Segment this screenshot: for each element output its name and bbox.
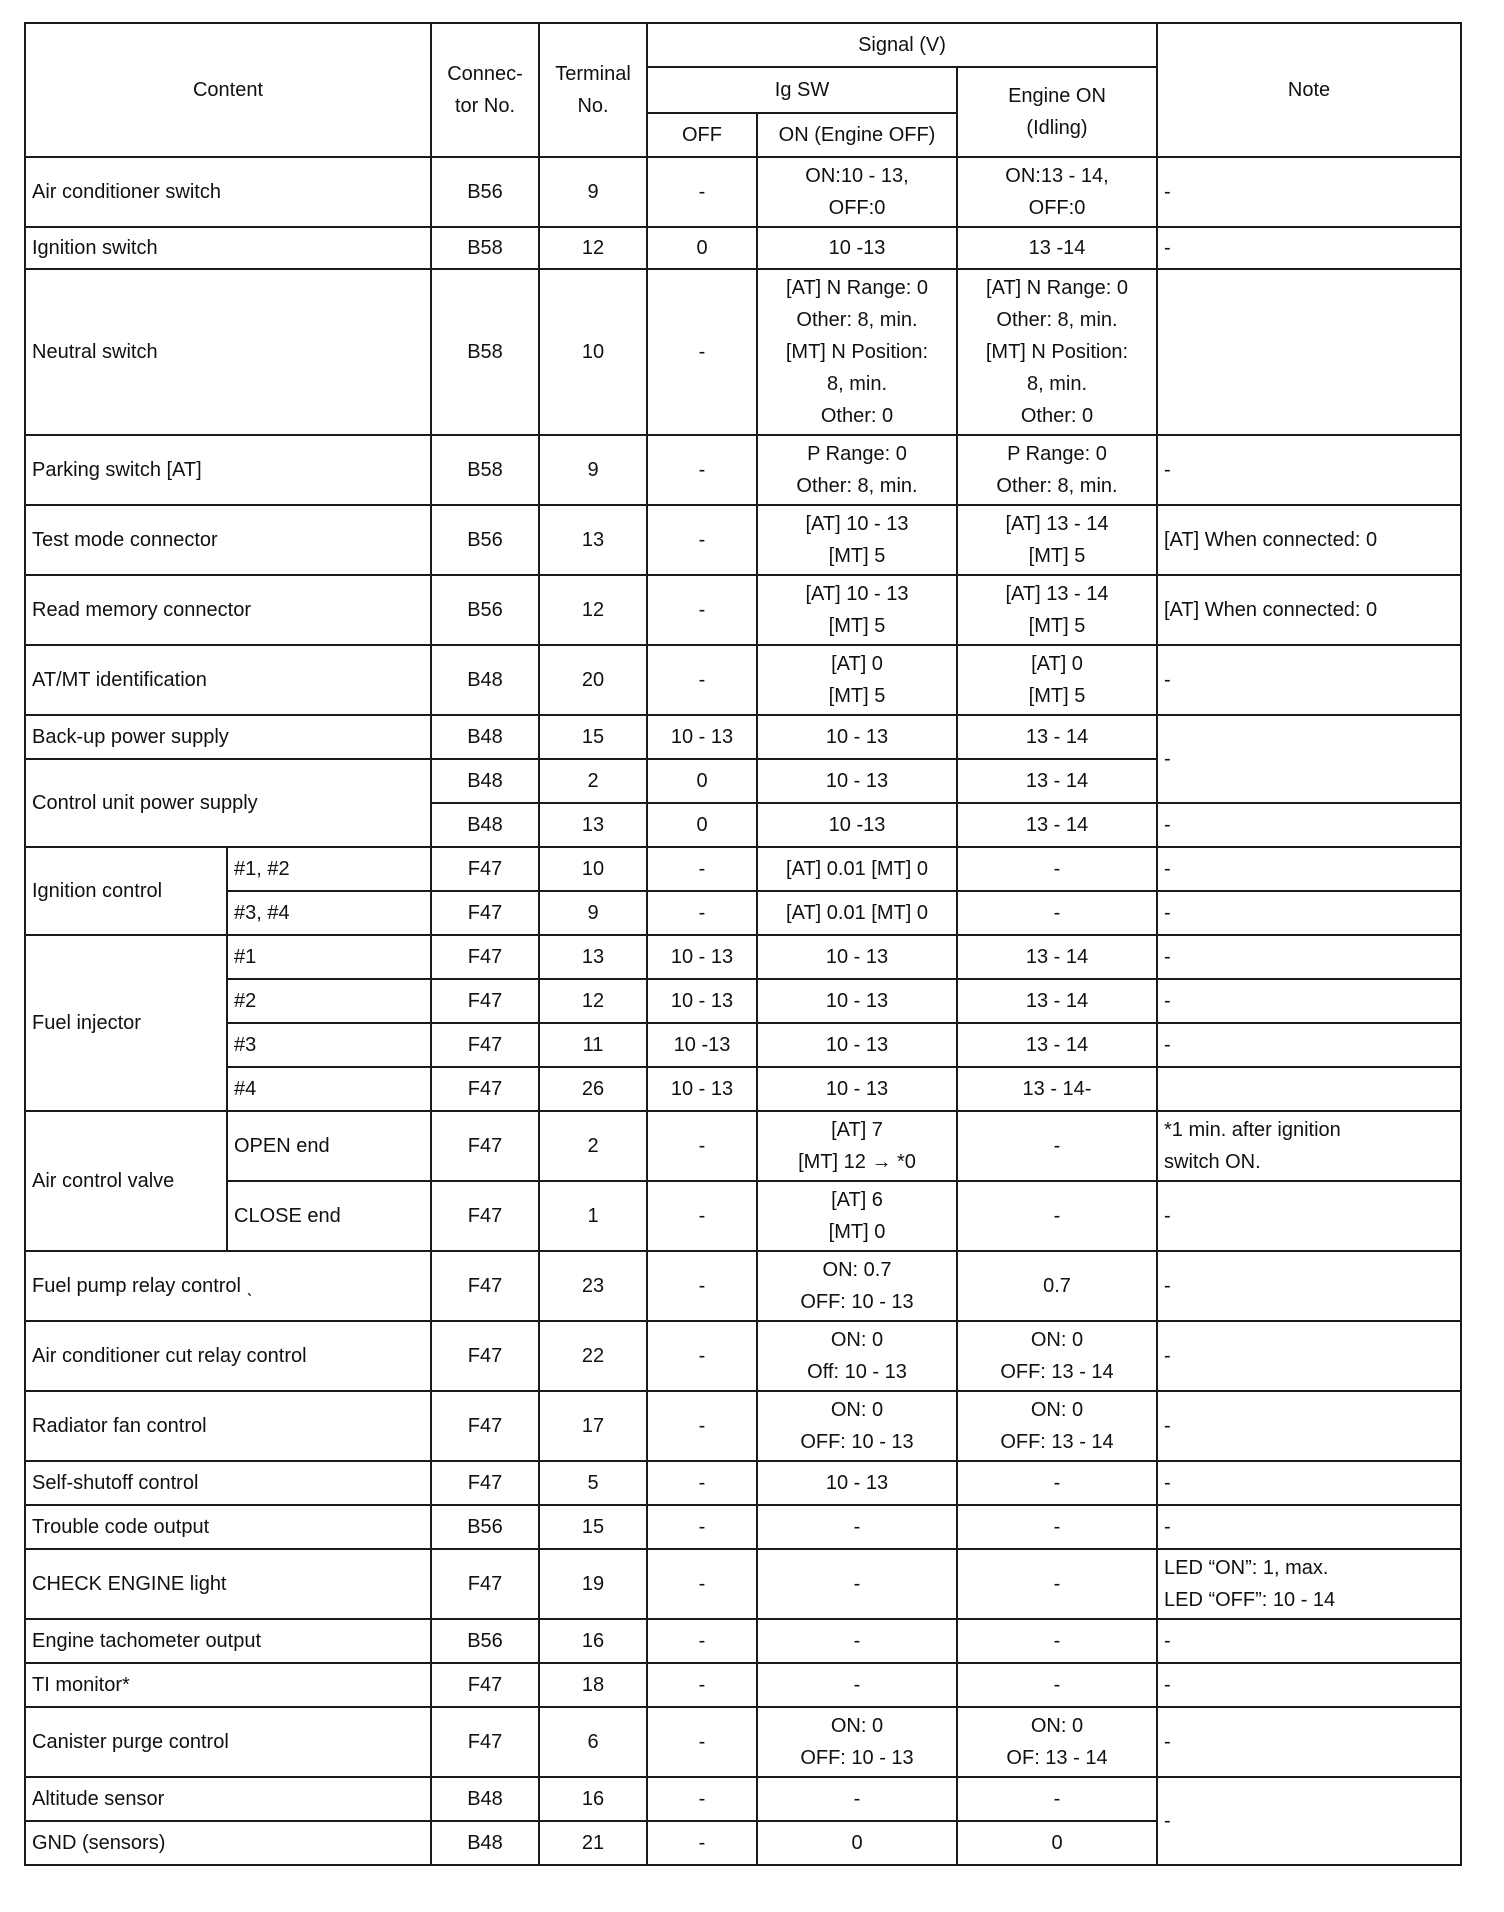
table-row xyxy=(25,1181,1461,1251)
terminal-cell: 18 xyxy=(539,1663,647,1707)
connector-header: Connec- tor No. xyxy=(431,23,539,157)
connector-cell: B56 xyxy=(431,505,539,575)
connector-cell: F47 xyxy=(431,891,539,935)
content-cell: Air conditioner cut relay control xyxy=(25,1321,431,1391)
note-cell: - xyxy=(1157,1321,1461,1391)
signal-header: Signal (V) xyxy=(647,23,1157,67)
terminal-cell: 12 xyxy=(539,575,647,645)
content-cell: Self-shutoff control xyxy=(25,1461,431,1505)
note-cell: - xyxy=(1157,1663,1461,1707)
engine-on-value: ON: 0 OF: 13 - 14 xyxy=(957,1707,1157,1777)
off-value: - xyxy=(647,847,757,891)
sub-content-cell: #3 xyxy=(227,1023,431,1067)
on-value: 10 - 13 xyxy=(757,1461,957,1505)
note-cell: - xyxy=(1157,1023,1461,1067)
note-cell: - xyxy=(1157,935,1461,979)
note-cell: - xyxy=(1157,227,1461,269)
terminal-cell: 13 xyxy=(539,505,647,575)
engine-on-value: - xyxy=(957,1505,1157,1549)
sub-content-cell: OPEN end xyxy=(227,1111,431,1181)
note-cell: - xyxy=(1157,891,1461,935)
terminal-cell: 23 xyxy=(539,1251,647,1321)
off-value: - xyxy=(647,1663,757,1707)
content-cell: CHECK ENGINE light xyxy=(25,1549,431,1619)
note-cell: - xyxy=(1157,1619,1461,1663)
content-cell: Trouble code output xyxy=(25,1505,431,1549)
connector-cell: B56 xyxy=(431,1619,539,1663)
engine-on-value: [AT] N Range: 0 Other: 8, min. [MT] N Position: 8, min. Other: 0 xyxy=(957,269,1157,435)
terminal-cell: 10 xyxy=(539,847,647,891)
on-value: 10 - 13 xyxy=(757,715,957,759)
off-value: - xyxy=(647,1777,757,1821)
connector-cell: B48 xyxy=(431,759,539,803)
connector-cell: F47 xyxy=(431,935,539,979)
off-value: - xyxy=(647,1821,757,1865)
off-value: - xyxy=(647,1391,757,1461)
content-cell: Ignition control xyxy=(25,847,227,935)
off-value: 10 -13 xyxy=(647,1023,757,1067)
content-cell: Altitude sensor xyxy=(25,1777,431,1821)
on-value: - xyxy=(757,1777,957,1821)
connector-cell: B58 xyxy=(431,269,539,435)
table-row xyxy=(25,505,1461,575)
note-cell xyxy=(1157,1067,1461,1111)
off-value: - xyxy=(647,1111,757,1181)
off-value: 10 - 13 xyxy=(647,715,757,759)
terminal-cell: 11 xyxy=(539,1023,647,1067)
on-value: 10 - 13 xyxy=(757,1023,957,1067)
off-value: - xyxy=(647,1549,757,1619)
on-value: [AT] 0.01 [MT] 0 xyxy=(757,847,957,891)
content-cell: Read memory connector xyxy=(25,575,431,645)
table-row xyxy=(25,847,1461,891)
engine-on-value: P Range: 0 Other: 8, min. xyxy=(957,435,1157,505)
table-row xyxy=(25,1067,1461,1111)
table-row xyxy=(25,1391,1461,1461)
terminal-cell: 15 xyxy=(539,715,647,759)
content-cell: Parking switch [AT] xyxy=(25,435,431,505)
engine-on-value: 0.7 xyxy=(957,1251,1157,1321)
engine-on-value: - xyxy=(957,1549,1157,1619)
off-value: 0 xyxy=(647,803,757,847)
signal-table xyxy=(24,22,1462,1866)
content-cell: Engine tachometer output xyxy=(25,1619,431,1663)
table-row xyxy=(25,227,1461,269)
off-value: - xyxy=(647,1461,757,1505)
content-cell: Fuel injector xyxy=(25,935,227,1111)
note-cell: - xyxy=(1157,715,1461,803)
engine-on-value: 13 - 14 xyxy=(957,935,1157,979)
terminal-cell: 20 xyxy=(539,645,647,715)
connector-cell: F47 xyxy=(431,847,539,891)
table-row xyxy=(25,1461,1461,1505)
off-value: - xyxy=(647,435,757,505)
on-value: [AT] N Range: 0 Other: 8, min. [MT] N Position: 8, min. Other: 0 xyxy=(757,269,957,435)
off-value: 0 xyxy=(647,759,757,803)
connector-cell: F47 xyxy=(431,1181,539,1251)
note-cell: - xyxy=(1157,1251,1461,1321)
connector-cell: F47 xyxy=(431,1023,539,1067)
on-value: 10 - 13 xyxy=(757,1067,957,1111)
on-value: ON: 0 Off: 10 - 13 xyxy=(757,1321,957,1391)
on-value: [AT] 6 [MT] 0 xyxy=(757,1181,957,1251)
on-value: [AT] 0 [MT] 5 xyxy=(757,645,957,715)
content-cell: Air control valve xyxy=(25,1111,227,1251)
content-cell: TI monitor* xyxy=(25,1663,431,1707)
terminal-cell: 9 xyxy=(539,891,647,935)
off-value: - xyxy=(647,1505,757,1549)
terminal-cell: 21 xyxy=(539,1821,647,1865)
table-row xyxy=(25,1663,1461,1707)
table-row xyxy=(25,575,1461,645)
content-cell: Control unit power supply xyxy=(25,759,431,847)
terminal-cell: 13 xyxy=(539,803,647,847)
connector-cell: F47 xyxy=(431,1549,539,1619)
engine-on-value: 13 - 14 xyxy=(957,979,1157,1023)
off-value: - xyxy=(647,157,757,227)
off-value: - xyxy=(647,1619,757,1663)
off-value: - xyxy=(647,1707,757,1777)
note-cell: - xyxy=(1157,157,1461,227)
on-value: [AT] 7 [MT] 12 → *0 xyxy=(757,1111,957,1181)
note-cell: - xyxy=(1157,1707,1461,1777)
engine-on-header: Engine ON (Idling) xyxy=(957,67,1157,157)
terminal-header: Terminal No. xyxy=(539,23,647,157)
table-body xyxy=(25,23,1461,1865)
connector-cell: F47 xyxy=(431,1663,539,1707)
note-cell: - xyxy=(1157,1777,1461,1865)
off-value: - xyxy=(647,1251,757,1321)
terminal-cell: 1 xyxy=(539,1181,647,1251)
terminal-cell: 19 xyxy=(539,1549,647,1619)
table-row xyxy=(25,935,1461,979)
content-header: Content xyxy=(25,23,431,157)
table-row xyxy=(25,1707,1461,1777)
on-value: - xyxy=(757,1505,957,1549)
sub-content-cell: #1, #2 xyxy=(227,847,431,891)
signal-table-sheet xyxy=(24,22,1460,1866)
engine-on-value: - xyxy=(957,1777,1157,1821)
table-row xyxy=(25,1251,1461,1321)
connector-cell: B48 xyxy=(431,715,539,759)
engine-on-value: - xyxy=(957,1619,1157,1663)
connector-cell: F47 xyxy=(431,1321,539,1391)
engine-on-value: - xyxy=(957,1663,1157,1707)
table-row xyxy=(25,1321,1461,1391)
note-cell: - xyxy=(1157,979,1461,1023)
content-cell: Air conditioner switch xyxy=(25,157,431,227)
engine-on-value: 13 - 14- xyxy=(957,1067,1157,1111)
on-engine-off-header: ON (Engine OFF) xyxy=(757,113,957,157)
note-cell: [AT] When connected: 0 xyxy=(1157,505,1461,575)
connector-cell: F47 xyxy=(431,1707,539,1777)
content-cell: Back-up power supply xyxy=(25,715,431,759)
engine-on-value: - xyxy=(957,847,1157,891)
terminal-cell: 9 xyxy=(539,435,647,505)
off-value: - xyxy=(647,1181,757,1251)
terminal-cell: 6 xyxy=(539,1707,647,1777)
connector-cell: F47 xyxy=(431,1461,539,1505)
connector-cell: B58 xyxy=(431,227,539,269)
table-row xyxy=(25,269,1461,435)
engine-on-value: 13 - 14 xyxy=(957,715,1157,759)
terminal-cell: 10 xyxy=(539,269,647,435)
sub-content-cell: CLOSE end xyxy=(227,1181,431,1251)
content-cell: Test mode connector xyxy=(25,505,431,575)
note-cell: - xyxy=(1157,435,1461,505)
connector-cell: B48 xyxy=(431,645,539,715)
connector-cell: B56 xyxy=(431,157,539,227)
engine-on-value: ON:13 - 14, OFF:0 xyxy=(957,157,1157,227)
engine-on-value: - xyxy=(957,1111,1157,1181)
terminal-cell: 15 xyxy=(539,1505,647,1549)
note-cell: LED “ON”: 1, max. LED “OFF”: 10 - 14 xyxy=(1157,1549,1461,1619)
on-value: 10 - 13 xyxy=(757,979,957,1023)
terminal-cell: 16 xyxy=(539,1777,647,1821)
connector-cell: B56 xyxy=(431,575,539,645)
terminal-cell: 16 xyxy=(539,1619,647,1663)
content-cell: AT/MT identification xyxy=(25,645,431,715)
content-cell: Canister purge control xyxy=(25,1707,431,1777)
connector-cell: F47 xyxy=(431,1251,539,1321)
on-value: [AT] 0.01 [MT] 0 xyxy=(757,891,957,935)
engine-on-value: 13 - 14 xyxy=(957,759,1157,803)
engine-on-value: ON: 0 OFF: 13 - 14 xyxy=(957,1391,1157,1461)
terminal-cell: 22 xyxy=(539,1321,647,1391)
table-row xyxy=(25,715,1461,759)
connector-cell: B48 xyxy=(431,1821,539,1865)
table-row xyxy=(25,157,1461,227)
terminal-cell: 9 xyxy=(539,157,647,227)
on-value: [AT] 10 - 13 [MT] 5 xyxy=(757,575,957,645)
off-value: - xyxy=(647,575,757,645)
on-value: ON: 0 OFF: 10 - 13 xyxy=(757,1391,957,1461)
engine-on-value: 13 -14 xyxy=(957,227,1157,269)
note-header: Note xyxy=(1157,23,1461,157)
note-cell: - xyxy=(1157,847,1461,891)
terminal-cell: 26 xyxy=(539,1067,647,1111)
note-cell: - xyxy=(1157,1461,1461,1505)
connector-cell: B58 xyxy=(431,435,539,505)
terminal-cell: 12 xyxy=(539,979,647,1023)
off-value: 0 xyxy=(647,227,757,269)
terminal-cell: 17 xyxy=(539,1391,647,1461)
content-cell: GND (sensors) xyxy=(25,1821,431,1865)
sub-content-cell: #3, #4 xyxy=(227,891,431,935)
on-value: 10 -13 xyxy=(757,227,957,269)
connector-cell: F47 xyxy=(431,1391,539,1461)
table-row xyxy=(25,1023,1461,1067)
on-value: ON:10 - 13, OFF:0 xyxy=(757,157,957,227)
table-row xyxy=(25,1505,1461,1549)
terminal-cell: 2 xyxy=(539,759,647,803)
on-value: - xyxy=(757,1663,957,1707)
terminal-cell: 2 xyxy=(539,1111,647,1181)
on-value: 10 -13 xyxy=(757,803,957,847)
engine-on-value: - xyxy=(957,1181,1157,1251)
engine-on-value: 0 xyxy=(957,1821,1157,1865)
off-value: - xyxy=(647,505,757,575)
table-row xyxy=(25,979,1461,1023)
table-row xyxy=(25,891,1461,935)
table-row xyxy=(25,1619,1461,1663)
engine-on-value: 13 - 14 xyxy=(957,1023,1157,1067)
table-row xyxy=(25,1777,1461,1821)
sub-content-cell: #2 xyxy=(227,979,431,1023)
terminal-cell: 12 xyxy=(539,227,647,269)
engine-on-value: - xyxy=(957,1461,1157,1505)
on-value: 0 xyxy=(757,1821,957,1865)
engine-on-value: [AT] 13 - 14 [MT] 5 xyxy=(957,575,1157,645)
off-header: OFF xyxy=(647,113,757,157)
note-cell: - xyxy=(1157,803,1461,847)
content-cell: Neutral switch xyxy=(25,269,431,435)
engine-on-value: ON: 0 OFF: 13 - 14 xyxy=(957,1321,1157,1391)
off-value: - xyxy=(647,269,757,435)
off-value: - xyxy=(647,1321,757,1391)
off-value: 10 - 13 xyxy=(647,979,757,1023)
content-cell: Radiator fan control xyxy=(25,1391,431,1461)
table-row xyxy=(25,1549,1461,1619)
note-cell: *1 min. after ignition switch ON. xyxy=(1157,1111,1461,1181)
connector-cell: F47 xyxy=(431,979,539,1023)
engine-on-value: 13 - 14 xyxy=(957,803,1157,847)
connector-cell: F47 xyxy=(431,1067,539,1111)
engine-on-value: [AT] 0 [MT] 5 xyxy=(957,645,1157,715)
note-cell: [AT] When connected: 0 xyxy=(1157,575,1461,645)
terminal-cell: 5 xyxy=(539,1461,647,1505)
table-row xyxy=(25,435,1461,505)
off-value: - xyxy=(647,891,757,935)
ig-sw-header: Ig SW xyxy=(647,67,957,113)
sub-content-cell: #1 xyxy=(227,935,431,979)
on-value: - xyxy=(757,1549,957,1619)
engine-on-value: [AT] 13 - 14 [MT] 5 xyxy=(957,505,1157,575)
connector-cell: B48 xyxy=(431,803,539,847)
off-value: - xyxy=(647,645,757,715)
note-cell: - xyxy=(1157,1391,1461,1461)
off-value: 10 - 13 xyxy=(647,1067,757,1111)
on-value: - xyxy=(757,1619,957,1663)
note-cell xyxy=(1157,269,1461,435)
connector-cell: F47 xyxy=(431,1111,539,1181)
connector-cell: B48 xyxy=(431,1777,539,1821)
note-cell: - xyxy=(1157,645,1461,715)
content-cell: Fuel pump relay control ˎ xyxy=(25,1251,431,1321)
table-row xyxy=(25,645,1461,715)
engine-on-value: - xyxy=(957,891,1157,935)
on-value: 10 - 13 xyxy=(757,935,957,979)
on-value: ON: 0 OFF: 10 - 13 xyxy=(757,1707,957,1777)
content-cell: Ignition switch xyxy=(25,227,431,269)
on-value: [AT] 10 - 13 [MT] 5 xyxy=(757,505,957,575)
off-value: 10 - 13 xyxy=(647,935,757,979)
terminal-cell: 13 xyxy=(539,935,647,979)
note-cell: - xyxy=(1157,1505,1461,1549)
on-value: ON: 0.7 OFF: 10 - 13 xyxy=(757,1251,957,1321)
table-row xyxy=(25,1111,1461,1181)
note-cell: - xyxy=(1157,1181,1461,1251)
connector-cell: B56 xyxy=(431,1505,539,1549)
header-row xyxy=(25,23,1461,67)
on-value: 10 - 13 xyxy=(757,759,957,803)
on-value: P Range: 0 Other: 8, min. xyxy=(757,435,957,505)
sub-content-cell: #4 xyxy=(227,1067,431,1111)
